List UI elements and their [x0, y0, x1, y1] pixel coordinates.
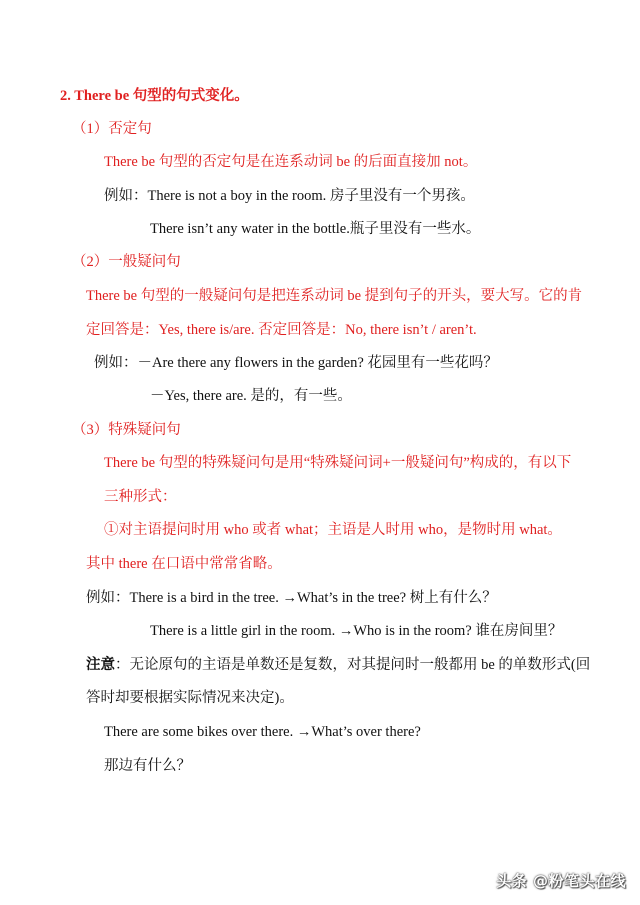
special-example-2: There is a little girl in the room. →Who is in the room? 谁在房间里？ [150, 623, 563, 639]
watermark: 头条 @粉笔头在线 [496, 872, 626, 890]
section-heading: 2. There be 句型的句式变化。 [60, 88, 249, 104]
special-example-3: There are some bikes over there. →What’s over there? [104, 724, 421, 740]
subsection-special-heading: （3）特殊疑问句 [72, 422, 181, 438]
question-rule-text-1: There be 句型的一般疑问句是把连系动词 be 提到句子的开头，要大写。它的肯 [86, 288, 583, 304]
special-example-3-translation: 那边有什么？ [104, 758, 191, 774]
special-rule-item-1: ①对主语提问时用 who 或者 what；主语是人时用 who，是物时用 what。 [104, 522, 562, 538]
question-example-1: 例如：－Are there any flowers in the garden? 花园里有一些花吗？ [94, 355, 498, 371]
special-rule-note: 其中 there 在口语中常常省略。 [86, 556, 282, 572]
special-rule-text-1: There be 句型的特殊疑问句是用“特殊疑问词+一般疑问句”构成的，有以下 [104, 455, 572, 471]
negative-rule-text: There be 句型的否定句是在连系动词 be 的后面直接加 not。 [104, 154, 478, 170]
subsection-question-heading: （2）一般疑问句 [72, 254, 181, 270]
question-rule-text-2: 定回答是：Yes, there is/are. 否定回答是：No, there isn’t / aren’t. [86, 322, 477, 338]
attention-note-1 [86, 655, 590, 675]
attention-label: 注意 [86, 657, 115, 673]
negative-example-1: 例如：There is not a boy in the room. 房子里没有一个男孩。 [104, 188, 475, 204]
attention-text: ：无论原句的主语是单数还是复数，对其提问时一般都用 be 的单数形式(回 [115, 657, 591, 673]
attention-note-2: 答时却要根据实际情况来决定)。 [86, 690, 294, 706]
question-example-2: －Yes, there are. 是的，有一些。 [150, 388, 352, 404]
negative-example-2: There isn’t any water in the bottle.瓶子里没有一些水。 [150, 221, 481, 237]
subsection-negative-heading: （1）否定句 [72, 121, 152, 137]
special-example-1: 例如：There is a bird in the tree. →What’s in the tree? 树上有什么？ [86, 590, 497, 606]
special-rule-text-2: 三种形式： [104, 489, 177, 505]
